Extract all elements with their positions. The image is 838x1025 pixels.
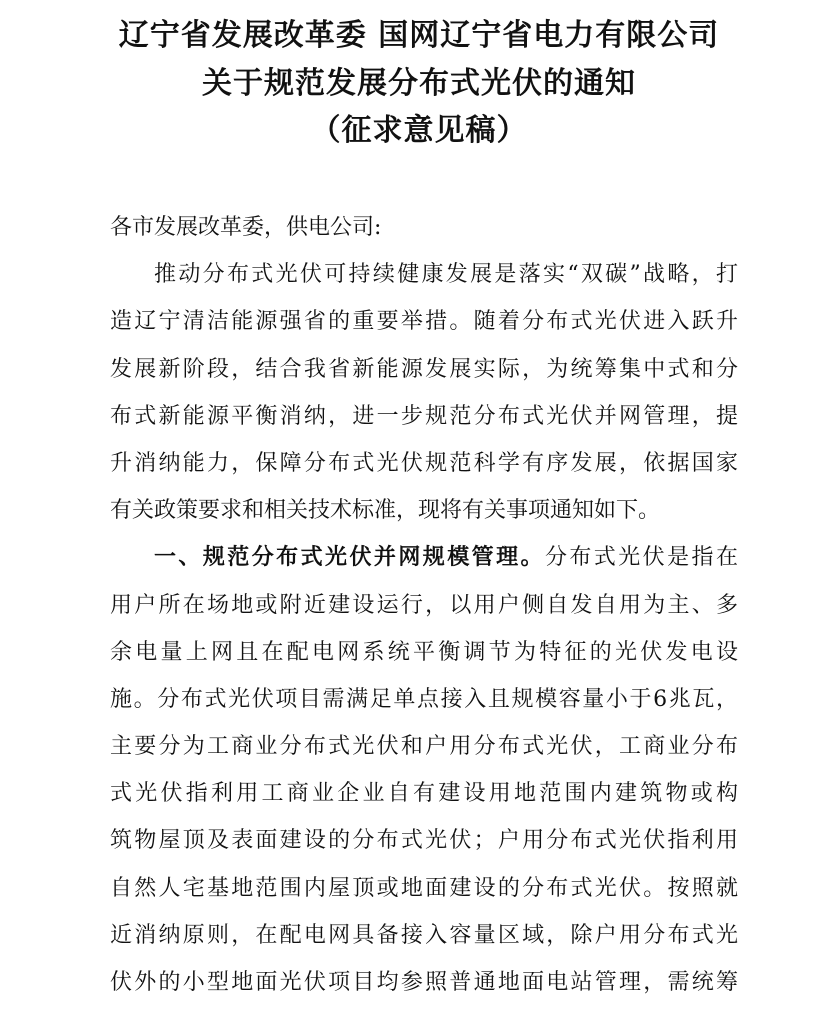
section-1-line: 余电量上网且在配电网系统平衡调节为特征的光伏发电设 bbox=[110, 639, 738, 665]
paragraph-1-line: 发展新阶段，结合我省新能源发展实际，为统筹集中式和分 bbox=[110, 356, 738, 382]
paragraph-1-line: 布式新能源平衡消纳，进一步规范分布式光伏并网管理，提 bbox=[110, 403, 738, 429]
document-title-line-3: （征求意见稿） bbox=[310, 113, 528, 148]
paragraph-1-line: 造辽宁清洁能源强省的重要举措。随着分布式光伏进入跃升 bbox=[110, 309, 738, 335]
section-1-line: 主要分为工商业分布式光伏和户用分布式光伏，工商业分布 bbox=[110, 734, 738, 760]
section-1-heading: 一、规范分布式光伏并网规模管理。 bbox=[154, 545, 545, 571]
document-title-line-2: 关于规范发展分布式光伏的通知 bbox=[202, 66, 636, 101]
paragraph-1-line: 推动分布式光伏可持续健康发展是落实“双碳”战略，打 bbox=[154, 262, 738, 288]
section-1-line: 施。分布式光伏项目需满足单点接入且规模容量小于6兆瓦， bbox=[110, 686, 738, 712]
paragraph-1-line: 升消纳能力，保障分布式光伏规范科学有序发展，依据国家 bbox=[110, 450, 738, 476]
salutation: 各市发展改革委，供电公司: bbox=[110, 215, 382, 240]
paragraph-1-line: 有关政策要求和相关技术标准，现将有关事项通知如下。 bbox=[110, 498, 661, 524]
section-1-line: 用户所在场地或附近建设运行，以用户侧自发自用为主、多 bbox=[110, 592, 738, 618]
document-body bbox=[110, 204, 738, 1006]
section-1-line: 筑物屋顶及表面建设的分布式光伏；户用分布式光伏指利用 bbox=[110, 828, 738, 854]
section-1-line: 伏外的小型地面光伏项目均参照普通地面电站管理，需统筹 bbox=[110, 970, 738, 995]
section-1-first-line bbox=[110, 534, 738, 581]
section-1-line: 自然人宅基地范围内屋顶或地面建设的分布式光伏。按照就 bbox=[110, 875, 738, 901]
section-1-line: 式光伏指利用工商业企业自有建设用地范围内建筑物或构 bbox=[110, 781, 738, 807]
document-title-line-1: 辽宁省发展改革委 国网辽宁省电力有限公司 bbox=[118, 18, 720, 53]
section-1-first-line-text: 分布式光伏是指在 bbox=[544, 545, 738, 571]
section-1-line: 近消纳原则，在配电网具备接入容量区域，除户用分布式光 bbox=[110, 922, 738, 948]
